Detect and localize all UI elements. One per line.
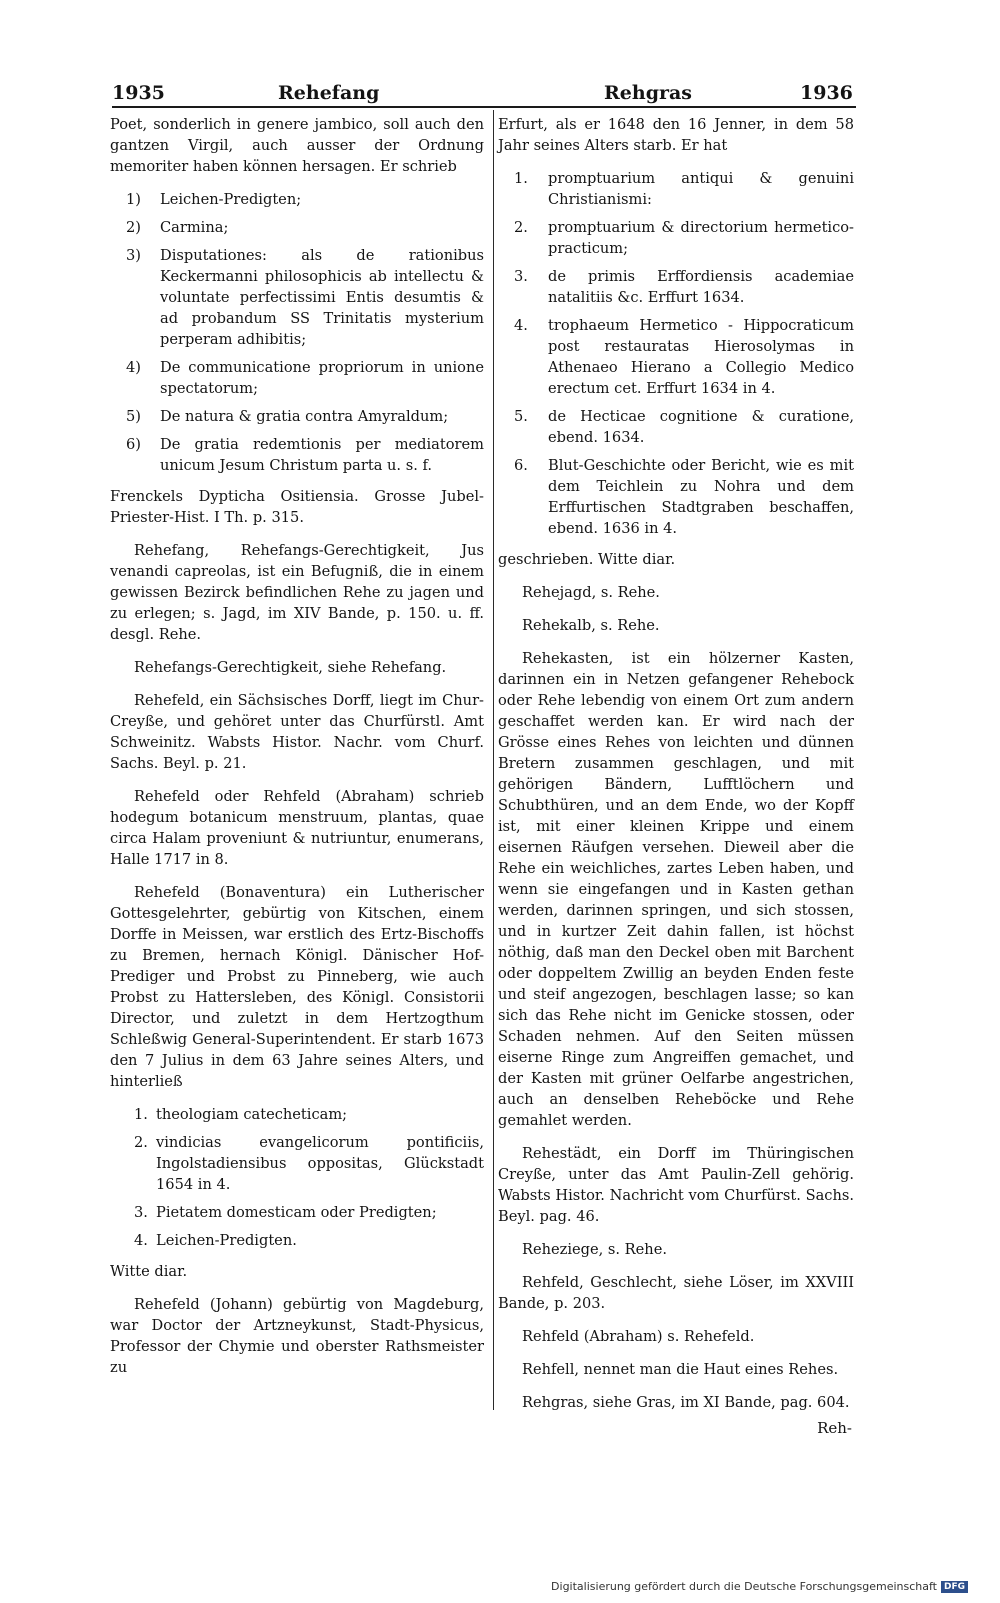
left-column bbox=[110, 114, 484, 1390]
list-item: 2) Carmina; bbox=[126, 219, 229, 236]
entry-rehefeld-dorff: Rehefeld, ein Sächsisches Dorff, liegt im Chur-Creyße, und gehöret unter das Churfürstl. Amt Schweinitz. Wabsts Histor. Nachr. vom Churf. Sachs. Beyl. p. 21. bbox=[110, 692, 484, 772]
right-page-number: 1936 bbox=[800, 82, 853, 104]
entry-rehejagd: Rehejagd, s. Rehe. bbox=[522, 584, 660, 601]
entry-reheziege: Reheziege, s. Rehe. bbox=[522, 1241, 667, 1258]
list-item: 2. vindicias evangelicorum pontificiis, Ingolstadiensibus oppositas, Glückstadt 1654 in 4. bbox=[134, 1134, 484, 1193]
entry-rehefeld-abraham: Rehefeld oder Rehfeld (Abraham) schrieb hodegum botanicum menstruum, plantas, quae circa Halam proveniunt & nutriuntur, enumerans, Halle 1717 in 8. bbox=[110, 788, 484, 868]
list-item: 3. de primis Erffordiensis academiae natalitiis &c. Erffurt 1634. bbox=[514, 268, 854, 306]
right-continuation: Erfurt, als er 1648 den 16 Jenner, in dem 58 Jahr seines Alters starb. Er hat bbox=[498, 116, 854, 154]
left-continuation: Poet, sonderlich in genere jambico, soll auch den gantzen Virgil, auch ausser der Ordnung memoriter haben können hersagen. Er schrieb bbox=[110, 116, 484, 175]
entry-rehfell: Rehfell, nennet man die Haut eines Rehes. bbox=[522, 1361, 839, 1378]
johann-works-list bbox=[498, 168, 854, 539]
list-item: 5) De natura & gratia contra Amyraldum; bbox=[126, 408, 449, 425]
list-item: 1. theologiam catecheticam; bbox=[134, 1106, 348, 1123]
list-item: 4. trophaeum Hermetico - Hippocraticum post restauratas Hierosolymas in Athenaeo Hierano a Collegio Medico erectum cet. Erffurt 1634 in 4. bbox=[514, 317, 854, 397]
entry-rehefangs-gerechtigkeit: Rehefangs-Gerechtigkeit, siehe Rehefang. bbox=[134, 659, 447, 676]
entry-rehefeld-bonaventura: Rehefeld (Bonaventura) ein Lutherischer Gottesgelehrter, gebürtig von Kitschen, einem Dorffe in Meissen, war erstlich des Ertz-Bischoffs zu Bremen, hernach Königl. Dänischer Hof-Prediger und Probst zu Pinneberg, wie auch Probst zu Hattersleben, des Königl. Consistorii Director, und zuletzt in dem Hertzogthum Schleßwig General-Superintendent. Er starb 1673 den 7 Julius in dem 63 Jahre seines Alters, und hinterließ bbox=[110, 884, 484, 1090]
list-item: 3. Pietatem domesticam oder Predigten; bbox=[134, 1204, 437, 1221]
entry-rehfeld-geschlecht: Rehfeld, Geschlecht, siehe Löser, im XXVIII Bande, p. 203. bbox=[498, 1274, 854, 1312]
entry-rehgras: Rehgras, siehe Gras, im XI Bande, pag. 604. bbox=[522, 1394, 850, 1411]
catchword: Reh- bbox=[817, 1419, 852, 1437]
header-rule bbox=[112, 106, 856, 108]
list-item: 1. promptuarium antiqui & genuini Christianismi: bbox=[514, 170, 854, 208]
reference-note: Witte diar. bbox=[110, 1263, 188, 1280]
list-item: 6. Blut-Geschichte oder Bericht, wie es mit dem Teichlein zu Nohra und dem Erffurtischen Stadtgraben beschaffen, ebend. 1636 in 4. bbox=[514, 457, 854, 537]
entry-rehfeld-abraham: Rehfeld (Abraham) s. Rehefeld. bbox=[522, 1328, 755, 1345]
entry-rehestaedt: Rehestädt, ein Dorff im Thüringischen Creyße, unter das Amt Paulin-Zell gehörig. Wabsts Histor. Nachricht vom Churfürst. Sachs. Beyl. pag. 46. bbox=[498, 1145, 854, 1225]
list-item: 4) De communicatione propriorum in unione spectatorum; bbox=[126, 359, 484, 397]
right-column bbox=[498, 114, 854, 1425]
left-page-number: 1935 bbox=[112, 82, 165, 104]
list-item: 5. de Hecticae cognitione & curatione, ebend. 1634. bbox=[514, 408, 854, 446]
column-divider bbox=[493, 110, 494, 1410]
left-running-head: Rehefang bbox=[278, 82, 380, 104]
left-works-list bbox=[110, 189, 484, 476]
list-item: 2. promptuarium & directorium hermetico-practicum; bbox=[514, 219, 854, 257]
dfg-logo-icon: DFG bbox=[941, 1581, 968, 1593]
reference-note: geschrieben. Witte diar. bbox=[498, 551, 676, 568]
list-item: 1) Leichen-Predigten; bbox=[126, 191, 302, 208]
entry-rehekalb: Rehekalb, s. Rehe. bbox=[522, 617, 660, 634]
list-item: 6) De gratia redemtionis per mediatorem unicum Jesum Christum parta u. s. f. bbox=[126, 436, 484, 474]
entry-rehefeld-johann: Rehefeld (Johann) gebürtig von Magdeburg, war Doctor der Artzneykunst, Stadt-Physicus, Professor der Chymie und oberster Rathsmeister zu bbox=[110, 1296, 484, 1376]
digitization-footer bbox=[551, 1580, 968, 1593]
list-item: 3) Disputationes: als de rationibus Keckermanni philosophicis ab intellectu & voluntate perfectissimi Entis desumtis & ad probandum SS Trinitatis mysterium perperam adhibitis; bbox=[126, 247, 484, 348]
footer-text: Digitalisierung gefördert durch die Deutsche Forschungsgemeinschaft bbox=[551, 1580, 937, 1593]
list-item: 4. Leichen-Predigten. bbox=[134, 1232, 297, 1249]
right-running-head: Rehgras bbox=[604, 82, 692, 104]
reference-note: Frenckels Dypticha Ositiensia. Grosse Jubel-Priester-Hist. I Th. p. 315. bbox=[110, 488, 484, 526]
entry-rehekasten: Rehekasten, ist ein hölzerner Kasten, darinnen ein in Netzen gefangener Rehebock oder Rehe lebendig von einem Ort zum andern geschaffet werden kan. Er wird nach der Grösse eines Rehes von leichten und dünnen Bretern zusammen geschlagen, und mit gehörigen Bändern, Lufftlöchern und Schubthüren, und an dem Ende, wo der Kopff ist, mit einer kleinen Krippe und einem eisernen Räufgen versehen. Dieweil aber die Rehe ein weichliches, zartes Leben haben, und wenn sie eingefangen und in Kasten gethan werden, darinnen springen, und sich stossen, und in kurtzer Zeit dahin fallen, ist höchst nöthig, daß man den Deckel oben mit Barchent oder doppeltem Zwillig an beyden Enden feste und steif angezogen, beschlagen lasse; so kan sich das Rehe nicht im Genicke stossen, oder Schaden nehmen. Auf den Seiten müssen eiserne Ringe zum Angreiffen gemachet, und der Kasten mit grüner Oelfarbe angestrichen, auch an denselben Reheböcke und Rehe gemahlet werden. bbox=[498, 650, 854, 1129]
entry-rehefang: Rehefang, Rehefangs-Gerechtigkeit, Jus venandi capreolas, ist ein Befugniß, die in einem gewissen Bezirck befindlichen Rehe zu jagen und zu erlegen; s. Jagd, im XIV Bande, p. 150. u. ff. desgl. Rehe. bbox=[110, 542, 484, 643]
bonaventura-works-list bbox=[110, 1104, 484, 1251]
